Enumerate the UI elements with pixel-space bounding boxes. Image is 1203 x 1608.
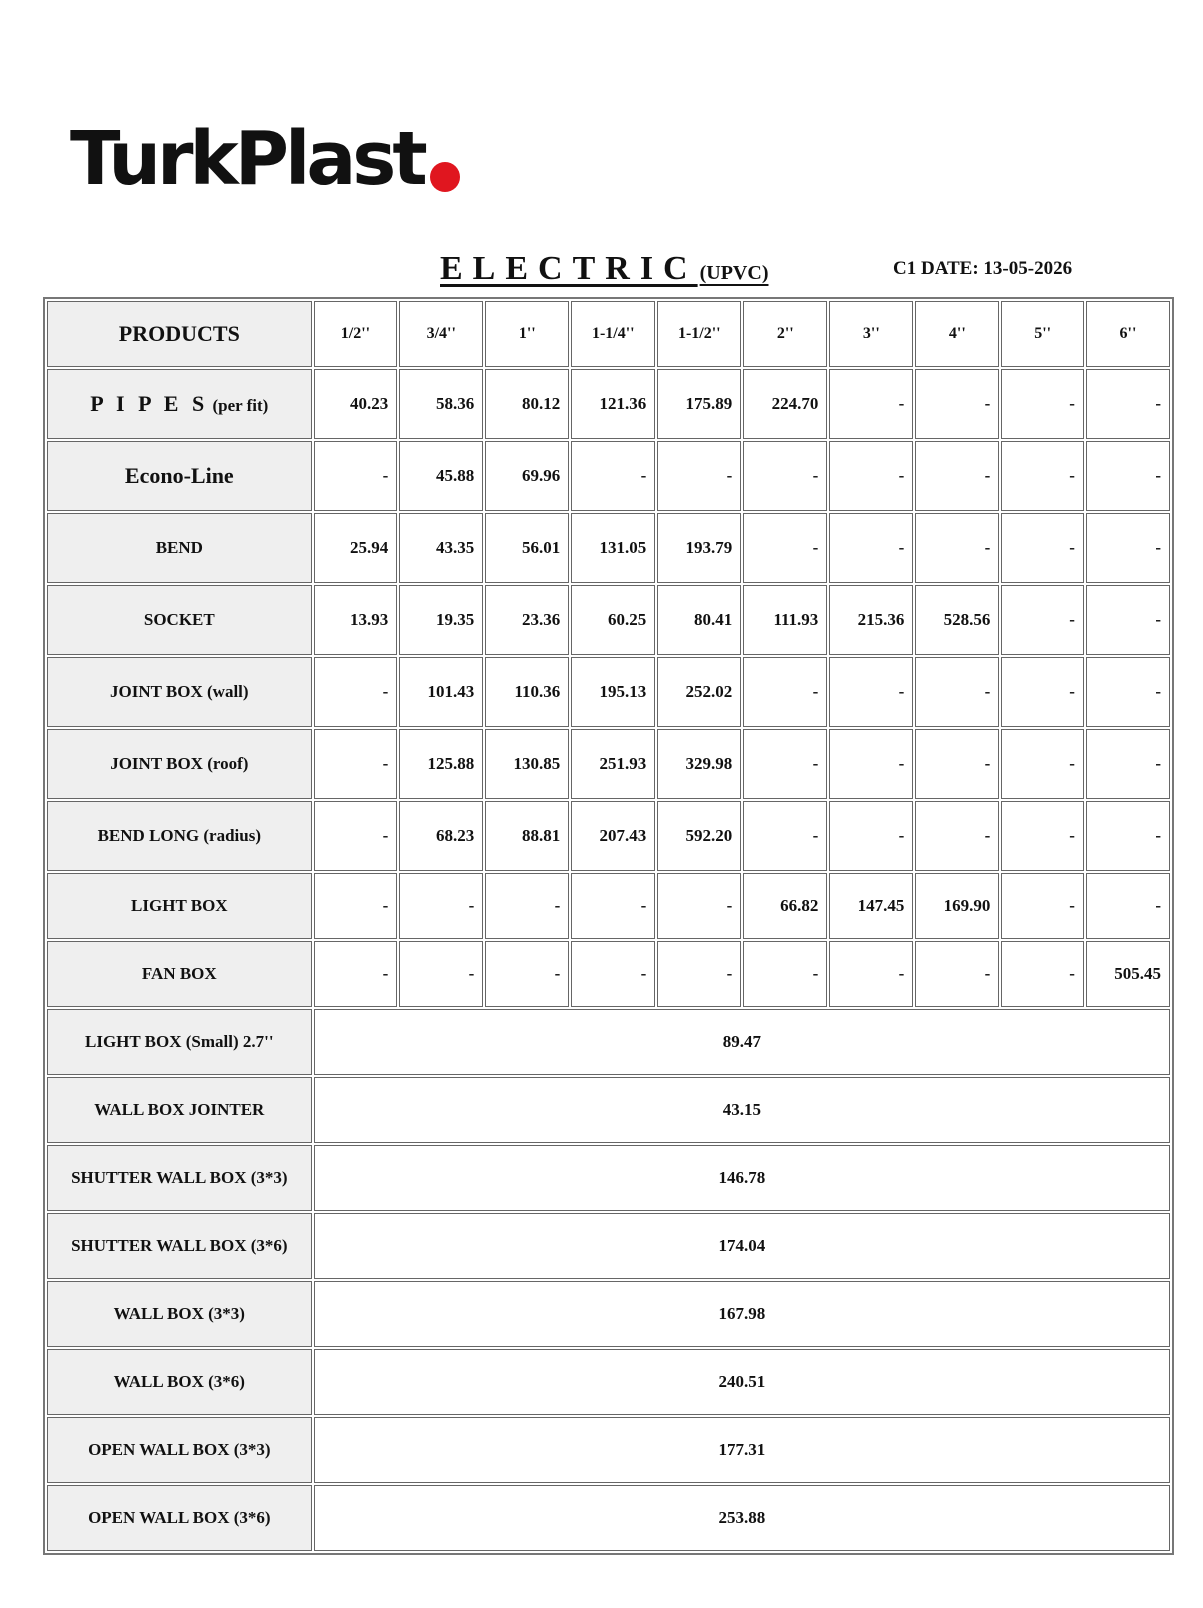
- product-name: [47, 873, 312, 939]
- price-cell: 60.25: [571, 585, 655, 655]
- product-label: SHUTTER WALL BOX (3*3): [71, 1168, 288, 1187]
- table-row: [47, 801, 1170, 871]
- header-products: PRODUCTS: [47, 301, 312, 367]
- price-cell: -: [915, 729, 999, 799]
- product-label: Econo-Line: [124, 463, 234, 488]
- price-cell: -: [314, 657, 398, 727]
- price-cell: -: [743, 729, 827, 799]
- price-cell: -: [915, 369, 999, 439]
- price-cell: -: [571, 873, 655, 939]
- price-cell: 13.93: [314, 585, 398, 655]
- price-cell: 66.82: [743, 873, 827, 939]
- price-cell: -: [1001, 369, 1084, 439]
- table-row: [47, 941, 1170, 1007]
- price-cell: 45.88: [399, 441, 483, 511]
- price-cell: -: [1001, 729, 1084, 799]
- header-size: 3'': [829, 301, 913, 367]
- product-label: P I P E S: [90, 391, 209, 416]
- price-cell: -: [743, 657, 827, 727]
- price-cell: -: [829, 369, 913, 439]
- price-cell: -: [1086, 873, 1170, 939]
- price-cell: -: [485, 941, 569, 1007]
- price-cell: -: [829, 657, 913, 727]
- header-size: 1-1/2'': [657, 301, 741, 367]
- product-name: [47, 1145, 312, 1211]
- price-cell: -: [1001, 941, 1084, 1007]
- price-cell: -: [571, 441, 655, 511]
- product-name: [47, 729, 312, 799]
- brand-dot-icon: [430, 162, 460, 192]
- price-cell: 193.79: [657, 513, 741, 583]
- price-cell: -: [743, 441, 827, 511]
- price-cell: -: [399, 873, 483, 939]
- price-cell: 58.36: [399, 369, 483, 439]
- header-size: 1/2'': [314, 301, 398, 367]
- price-cell: 110.36: [485, 657, 569, 727]
- price-cell: 167.98: [314, 1281, 1170, 1347]
- price-date: C1 DATE: 13-05-2026: [893, 258, 1073, 279]
- price-cell: -: [829, 941, 913, 1007]
- product-label: OPEN WALL BOX (3*3): [88, 1440, 271, 1459]
- table-row: [47, 513, 1170, 583]
- price-table: [43, 297, 1174, 1555]
- header-size: 6'': [1086, 301, 1170, 367]
- table-row: [47, 1281, 1170, 1347]
- price-cell: -: [1001, 873, 1084, 939]
- product-label: WALL BOX (3*3): [113, 1304, 245, 1323]
- product-label: WALL BOX JOINTER: [94, 1100, 265, 1119]
- product-name: [47, 1485, 312, 1551]
- price-cell: -: [915, 441, 999, 511]
- product-label: SHUTTER WALL BOX (3*6): [71, 1236, 288, 1255]
- product-label: JOINT BOX (wall): [110, 682, 249, 701]
- product-name: [47, 1009, 312, 1075]
- price-cell: 240.51: [314, 1349, 1170, 1415]
- price-cell: -: [915, 513, 999, 583]
- price-cell: -: [743, 801, 827, 871]
- price-cell: -: [1001, 657, 1084, 727]
- product-name: [47, 585, 312, 655]
- product-label: LIGHT BOX: [131, 896, 228, 915]
- product-name: [47, 1281, 312, 1347]
- price-cell: -: [314, 441, 398, 511]
- price-cell: 592.20: [657, 801, 741, 871]
- product-name: [47, 657, 312, 727]
- product-label: BEND LONG (radius): [97, 826, 262, 845]
- price-cell: 195.13: [571, 657, 655, 727]
- price-cell: -: [657, 873, 741, 939]
- price-cell: 131.05: [571, 513, 655, 583]
- table-row: [47, 1145, 1170, 1211]
- price-cell: 43.15: [314, 1077, 1170, 1143]
- product-name: [47, 369, 312, 439]
- price-cell: -: [743, 513, 827, 583]
- heading-subtitle: (UPVC): [699, 262, 769, 284]
- heading-title: ELECTRIC: [440, 250, 698, 287]
- price-cell: -: [829, 729, 913, 799]
- table-header-row: [47, 301, 1170, 367]
- price-cell: -: [657, 441, 741, 511]
- product-name: [47, 1213, 312, 1279]
- price-cell: 528.56: [915, 585, 999, 655]
- price-cell: -: [829, 441, 913, 511]
- header-size: 2'': [743, 301, 827, 367]
- price-cell: 252.02: [657, 657, 741, 727]
- price-cell: 88.81: [485, 801, 569, 871]
- header-size: 1'': [485, 301, 569, 367]
- product-label: FAN BOX: [141, 964, 217, 983]
- price-cell: -: [1001, 513, 1084, 583]
- price-cell: -: [314, 941, 398, 1007]
- price-cell: -: [1001, 801, 1084, 871]
- price-cell: -: [829, 513, 913, 583]
- price-cell: 125.88: [399, 729, 483, 799]
- price-cell: 111.93: [743, 585, 827, 655]
- price-cell: 69.96: [485, 441, 569, 511]
- brand-name: TurkPlast: [70, 116, 424, 202]
- price-cell: -: [314, 873, 398, 939]
- table-row: [47, 657, 1170, 727]
- price-cell: -: [314, 729, 398, 799]
- price-cell: 89.47: [314, 1009, 1170, 1075]
- table-row: [47, 441, 1170, 511]
- header-size: 4'': [915, 301, 999, 367]
- price-cell: -: [915, 941, 999, 1007]
- product-note: (per fit): [212, 396, 269, 415]
- header-size: 5'': [1001, 301, 1084, 367]
- price-cell: 80.41: [657, 585, 741, 655]
- price-cell: 169.90: [915, 873, 999, 939]
- price-cell: 147.45: [829, 873, 913, 939]
- price-cell: -: [1086, 441, 1170, 511]
- price-cell: -: [1086, 513, 1170, 583]
- price-cell: -: [915, 657, 999, 727]
- price-cell: 215.36: [829, 585, 913, 655]
- price-cell: 80.12: [485, 369, 569, 439]
- price-cell: 40.23: [314, 369, 398, 439]
- price-cell: 19.35: [399, 585, 483, 655]
- product-name: [47, 1077, 312, 1143]
- table-row: [47, 873, 1170, 939]
- product-name: [47, 801, 312, 871]
- table-row: [47, 369, 1170, 439]
- product-name: [47, 1417, 312, 1483]
- header-size: 1-1/4'': [571, 301, 655, 367]
- table-row: [47, 1485, 1170, 1551]
- price-cell: 68.23: [399, 801, 483, 871]
- price-cell: 130.85: [485, 729, 569, 799]
- section-heading: [440, 250, 768, 288]
- table-row: [47, 729, 1170, 799]
- table-row: [47, 1349, 1170, 1415]
- price-cell: 43.35: [399, 513, 483, 583]
- price-cell: 175.89: [657, 369, 741, 439]
- price-cell: -: [743, 941, 827, 1007]
- product-label: WALL BOX (3*6): [113, 1372, 245, 1391]
- price-cell: -: [571, 941, 655, 1007]
- product-label: SOCKET: [143, 610, 215, 629]
- price-cell: 253.88: [314, 1485, 1170, 1551]
- table-row: [47, 1009, 1170, 1075]
- product-label: LIGHT BOX (Small) 2.7'': [85, 1032, 274, 1051]
- price-cell: 177.31: [314, 1417, 1170, 1483]
- price-cell: -: [1001, 441, 1084, 511]
- price-cell: -: [1086, 369, 1170, 439]
- product-label: JOINT BOX (roof): [110, 754, 249, 773]
- table-row: [47, 1077, 1170, 1143]
- price-cell: 505.45: [1086, 941, 1170, 1007]
- price-cell: -: [829, 801, 913, 871]
- price-cell: 23.36: [485, 585, 569, 655]
- product-label: OPEN WALL BOX (3*6): [88, 1508, 271, 1527]
- product-name: [47, 513, 312, 583]
- table-row: [47, 1213, 1170, 1279]
- price-cell: 224.70: [743, 369, 827, 439]
- price-cell: -: [1086, 729, 1170, 799]
- table-row: [47, 585, 1170, 655]
- product-name: [47, 941, 312, 1007]
- header-size: 3/4'': [399, 301, 483, 367]
- price-cell: 329.98: [657, 729, 741, 799]
- price-cell: 101.43: [399, 657, 483, 727]
- price-cell: -: [915, 801, 999, 871]
- price-cell: 207.43: [571, 801, 655, 871]
- price-cell: -: [485, 873, 569, 939]
- price-cell: -: [1001, 585, 1084, 655]
- table-row: [47, 1417, 1170, 1483]
- price-cell: -: [1086, 585, 1170, 655]
- brand-logo: [70, 116, 460, 202]
- price-cell: 56.01: [485, 513, 569, 583]
- price-cell: 251.93: [571, 729, 655, 799]
- price-cell: 146.78: [314, 1145, 1170, 1211]
- product-name: [47, 1349, 312, 1415]
- price-cell: 25.94: [314, 513, 398, 583]
- price-cell: -: [1086, 657, 1170, 727]
- price-cell: -: [399, 941, 483, 1007]
- product-name: [47, 441, 312, 511]
- price-cell: 174.04: [314, 1213, 1170, 1279]
- price-cell: -: [657, 941, 741, 1007]
- price-cell: -: [1086, 801, 1170, 871]
- price-cell: 121.36: [571, 369, 655, 439]
- price-cell: -: [314, 801, 398, 871]
- product-label: BEND: [155, 538, 203, 557]
